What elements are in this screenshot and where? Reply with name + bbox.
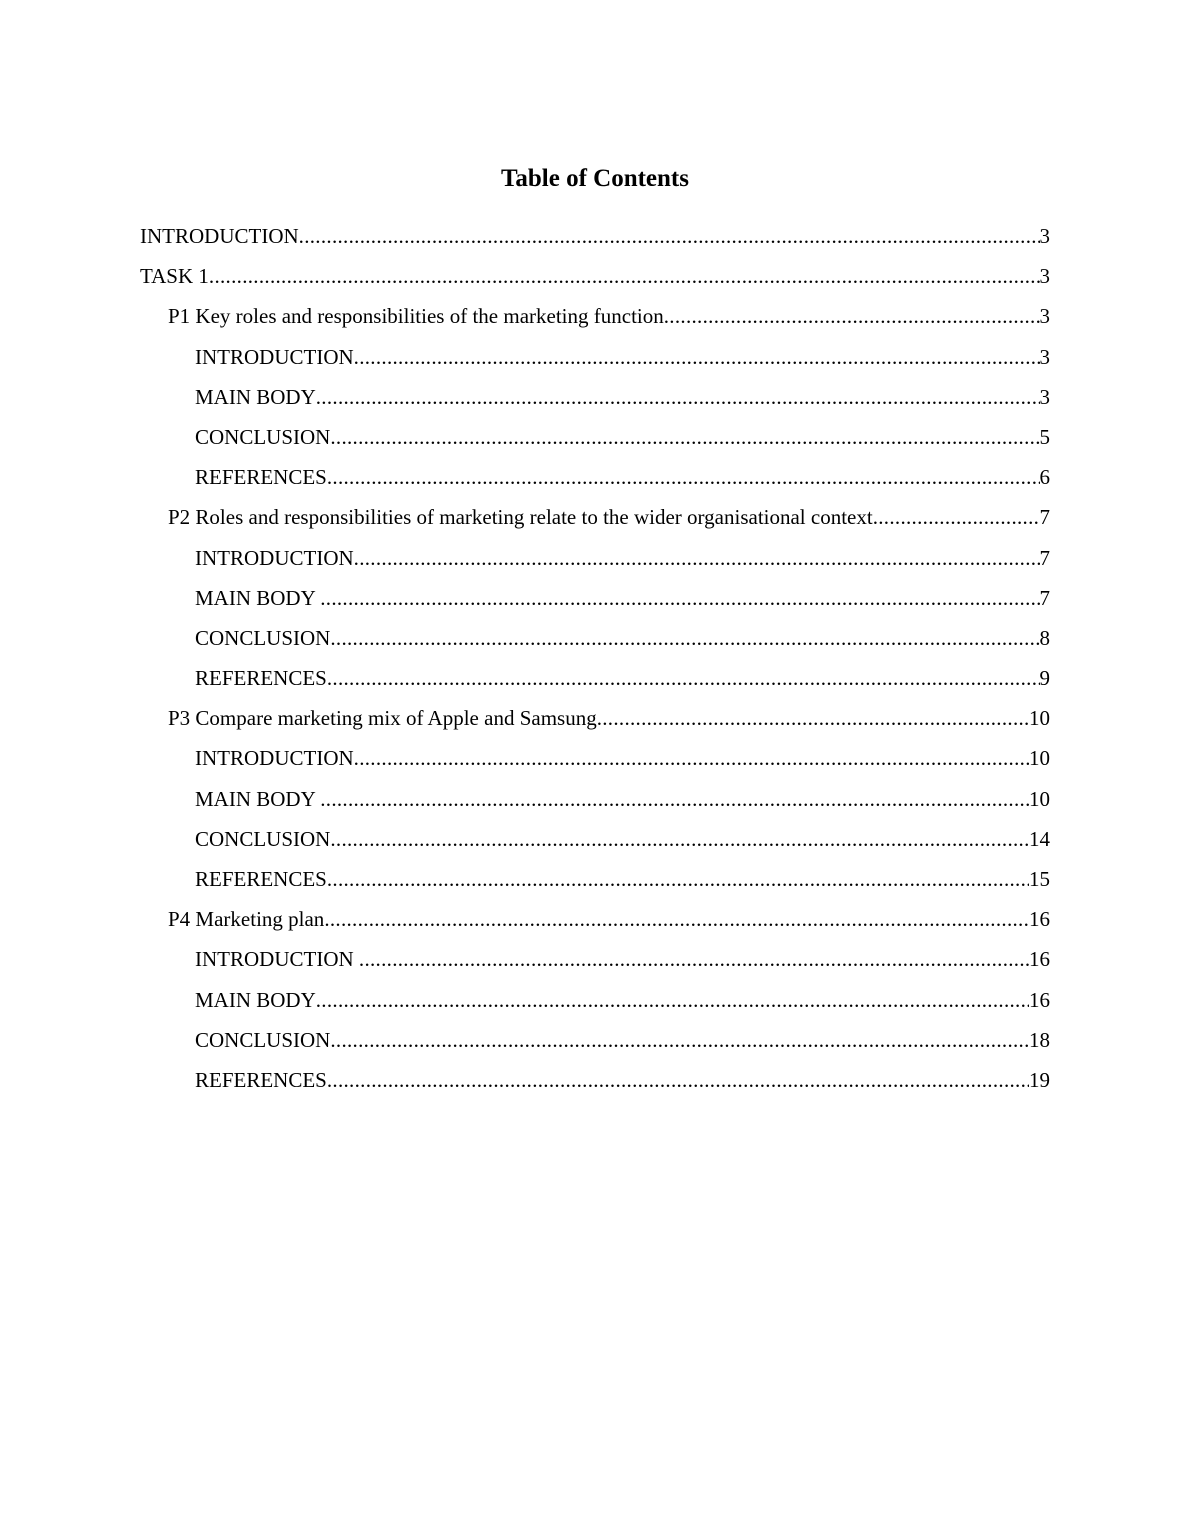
toc-entry-label: CONCLUSION	[195, 625, 331, 650]
toc-leader-dots	[354, 340, 1040, 374]
toc-entry-page: 9	[1039, 666, 1050, 691]
toc-entry-p3-references[interactable]	[140, 862, 1050, 902]
toc-entry-page: 15	[1029, 867, 1050, 891]
toc-entry-page: 3	[1039, 344, 1050, 369]
toc-entry-label: MAIN BODY	[195, 585, 321, 610]
toc-entry-label: P1 Key roles and responsibilities of the marketing function	[168, 304, 664, 329]
toc-entry-page: 7	[1039, 585, 1050, 610]
toc-entry-label: CONCLUSION	[195, 826, 331, 851]
toc-entry-label: REFERENCES	[195, 666, 327, 691]
toc-entry-p3[interactable]	[140, 701, 1050, 741]
toc-leader-dots	[320, 782, 1029, 816]
toc-entry-label: INTRODUCTION	[195, 545, 354, 570]
toc-leader-dots	[354, 741, 1029, 775]
toc-entry-page: 10	[1029, 746, 1050, 771]
toc-entry-p4-main-body[interactable]	[140, 983, 1050, 1023]
toc-leader-dots	[330, 420, 1039, 454]
toc-leader-dots	[320, 581, 1039, 615]
toc-entry-p4[interactable]	[140, 902, 1050, 942]
toc-entry-task-1[interactable]	[140, 259, 1050, 299]
toc-leader-dots	[327, 661, 1040, 695]
page-title: Table of Contents	[501, 165, 689, 192]
toc-entry-label: MAIN BODY	[195, 987, 316, 1012]
toc-entry-p2-introduction[interactable]	[140, 541, 1050, 581]
toc-entry-label: INTRODUCTION	[195, 746, 354, 771]
toc-entry-p1-introduction[interactable]	[140, 340, 1050, 380]
toc-entry-label: REFERENCES	[195, 1067, 327, 1092]
toc-entry-p4-introduction[interactable]	[140, 942, 1050, 982]
toc-entry-page: 16	[1029, 907, 1050, 932]
toc-entry-label: CONCLUSION	[195, 424, 331, 449]
toc-entry-p2-references[interactable]	[140, 661, 1050, 701]
toc-entry-label: INTRODUCTION	[195, 344, 354, 369]
toc-entry-label: MAIN BODY	[195, 384, 316, 409]
toc-entry-p2[interactable]	[140, 500, 1050, 540]
toc-entry-label: REFERENCES	[195, 465, 327, 490]
toc-leader-dots	[327, 460, 1040, 494]
toc-entry-page: 10	[1029, 706, 1050, 731]
toc-leader-dots	[330, 1023, 1029, 1057]
toc-entry-page: 18	[1029, 1027, 1050, 1052]
toc-entry-label: P4 Marketing plan	[168, 907, 325, 932]
toc-leader-dots	[354, 541, 1040, 575]
toc-entry-p4-references[interactable]	[140, 1063, 1050, 1103]
toc-leader-dots	[597, 701, 1029, 735]
toc-leader-dots	[359, 942, 1029, 976]
toc-leader-dots	[330, 822, 1029, 856]
toc-entry-p2-conclusion[interactable]	[140, 621, 1050, 661]
toc-entry-p1-conclusion[interactable]	[140, 420, 1050, 460]
toc-entry-p3-conclusion[interactable]	[140, 822, 1050, 862]
toc-list	[140, 219, 1050, 1103]
toc-entry-p4-conclusion[interactable]	[140, 1023, 1050, 1063]
toc-entry-label: REFERENCES	[195, 867, 327, 891]
toc-entry-page: 14	[1029, 826, 1050, 851]
toc-entry-page: 6	[1039, 465, 1050, 490]
toc-entry-page: 5	[1039, 424, 1050, 449]
toc-leader-dots	[327, 1063, 1029, 1097]
toc-entry-p1-main-body[interactable]	[140, 380, 1050, 420]
toc-entry-page: 16	[1029, 947, 1050, 972]
toc-entry-label: TASK 1	[140, 264, 209, 289]
toc-entry-p3-introduction[interactable]	[140, 741, 1050, 781]
toc-entry-page: 3	[1039, 264, 1050, 289]
toc-leader-dots	[316, 380, 1040, 414]
toc-leader-dots	[327, 862, 1029, 896]
toc-entry-label: INTRODUCTION	[140, 224, 299, 248]
toc-entry-page: 8	[1039, 625, 1050, 650]
toc-entry-p1-references[interactable]	[140, 460, 1050, 500]
toc-entry-label: CONCLUSION	[195, 1027, 331, 1052]
toc-leader-dots	[664, 299, 1040, 333]
toc-entry-p3-main-body[interactable]	[140, 782, 1050, 822]
toc-entry-page: 10	[1029, 786, 1050, 811]
toc-leader-dots	[316, 983, 1029, 1017]
toc-entry-page: 3	[1039, 224, 1050, 248]
toc-leader-dots	[324, 902, 1029, 936]
toc-entry-p1[interactable]	[140, 299, 1050, 339]
toc-leader-dots	[209, 259, 1040, 293]
toc-entry-label: MAIN BODY	[195, 786, 321, 811]
toc-entry-p2-main-body[interactable]	[140, 581, 1050, 621]
toc-entry-page: 3	[1039, 304, 1050, 329]
toc-entry-page: 3	[1039, 384, 1050, 409]
toc-entry-label: INTRODUCTION	[195, 947, 359, 972]
toc-entry-introduction[interactable]	[140, 219, 1050, 259]
toc-entry-page: 7	[1039, 505, 1050, 530]
toc-entry-page: 19	[1029, 1067, 1050, 1092]
toc-leader-dots	[299, 219, 1040, 253]
toc-leader-dots	[330, 621, 1039, 655]
toc-leader-dots	[873, 500, 1040, 534]
toc-entry-page: 16	[1029, 987, 1050, 1012]
toc-entry-page: 7	[1039, 545, 1050, 570]
toc-entry-label: P3 Compare marketing mix of Apple and Samsung	[168, 706, 597, 731]
toc-entry-label: P2 Roles and responsibilities of marketing relate to the wider organisational context	[168, 505, 873, 530]
